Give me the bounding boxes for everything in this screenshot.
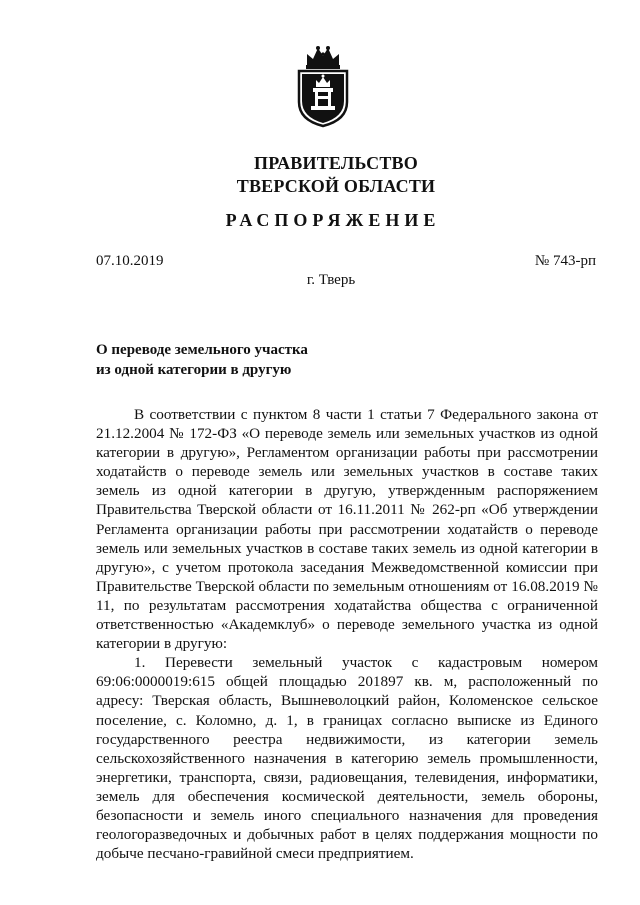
subject-line-1: О переводе земельного участка [96,342,308,358]
document-type: РАСПОРЯЖЕНИЕ [225,210,441,230]
document-date: 07.10.2019 [96,253,164,269]
coat-of-arms-icon [295,44,351,128]
item-1-paragraph: 1. Перевести земельный участок с кадастровым номером 69:06:0000019:615 общей площадью 201897 кв. м, расположенный по адресу: Тверская область, Вышневолоцкий район, Коломенское сельское поселение, с. Коломно, д. 1, в границах согласно выписке из Единого государственного реестра недвижимости, из категории земель сельскохозяйственного назначения в категорию земель промышленности, энергетики, транспорта, связи, радиовещания, телевидения, информатики, земель для обеспечения космической деятельности, земель обороны, безопасности и земель иного специального назначения для проведения геологоразведочных и добычных работ в целях поддержания мощности по добыче песчано-гравийной смеси предприятием. [96,654,598,863]
government-name-line-2: ТВЕРСКОЙ ОБЛАСТИ [236,176,436,196]
preamble-paragraph: В соответствии с пунктом 8 части 1 статьи 7 Федерального закона от 21.12.2004 № 172-ФЗ «О переводе земель или земельных участков из одной категории в другую», Регламентом организации работы при рассмотрении ходатайств о переводе земель или земельных участков в составе таких земель из одной категории в другую, утвержденным распоряжением Правительства Тверской области от 16.11.2011 № 262-рп «Об утверждении Регламента организации работы при рассмотрении ходатайств о переводе земель или земельных участков в составе таких земель из одной категории в другую», с учетом протокола заседания Межведомственной комиссии при Правительстве Тверской области по земельным отношениям от 16.08.2019 № 11, по результатам рассмотрения ходатайства общества с ограниченной ответственностью «Академклуб» о переводе земельного участка из одной категории в другую: [96,406,598,653]
government-title [0,152,640,198]
document-subject [96,340,426,380]
document-body [96,405,598,863]
government-name-line-1: ПРАВИТЕЛЬСТВО [254,153,418,173]
subject-line-2: из одной категории в другую [96,362,292,378]
document-city: г. Тверь [306,272,356,288]
document-number: № 743-рп [534,253,596,269]
